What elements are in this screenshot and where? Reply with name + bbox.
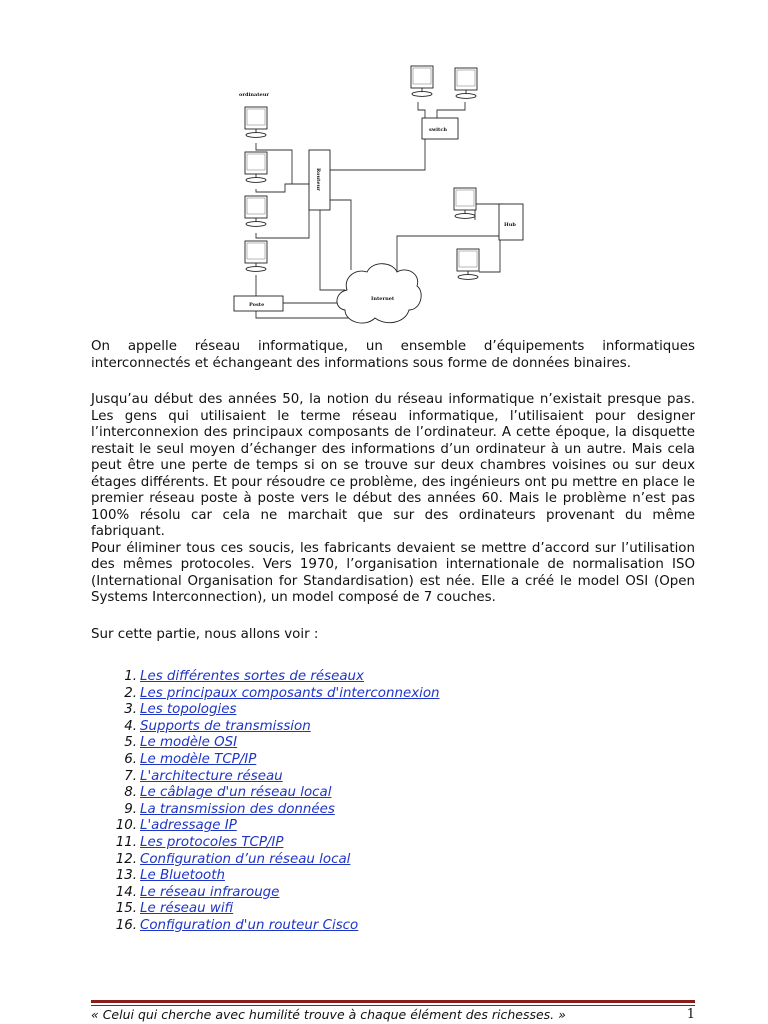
toc-item xyxy=(91,852,695,869)
toc-link[interactable]: Le modèle TCP/IP xyxy=(140,751,257,767)
toc-item xyxy=(91,669,695,686)
toc-item xyxy=(91,686,695,703)
table-of-contents xyxy=(91,669,695,935)
toc-number: 5. xyxy=(124,735,137,751)
toc-link[interactable]: L'adressage IP xyxy=(140,818,237,834)
toc-link[interactable]: Le réseau infrarouge xyxy=(140,884,280,900)
toc-item xyxy=(91,785,695,802)
toc-item xyxy=(91,735,695,752)
pc-icon-3 xyxy=(245,196,267,226)
toc-link[interactable]: Supports de transmission xyxy=(140,718,311,734)
paragraph-definition: On appelle réseau informatique, un ensemble d’équipements informatiques interconnectés et échangeant des informations sous forme de données binaires. xyxy=(91,339,695,371)
toc-item xyxy=(91,702,695,719)
toc-number: 10. xyxy=(115,818,137,834)
pc-icon-1 xyxy=(245,107,267,137)
internet-label: Internet xyxy=(371,296,395,302)
footer-divider-thin xyxy=(91,1005,695,1006)
toc-number: 1. xyxy=(124,669,137,684)
toc-number: 7. xyxy=(124,768,137,784)
toc-number: 3. xyxy=(124,702,137,718)
toc-link[interactable]: Le Bluetooth xyxy=(140,868,225,884)
pc-icon-8 xyxy=(457,249,479,279)
network-diagram xyxy=(225,60,525,335)
pc-icon-5 xyxy=(411,66,433,96)
toc-link[interactable]: Les principaux composants d'interconnexion xyxy=(140,685,440,701)
toc-link[interactable]: L'architecture réseau xyxy=(140,768,283,784)
toc-item xyxy=(91,835,695,852)
toc-number: 8. xyxy=(124,785,137,801)
toc-link[interactable]: Le modèle OSI xyxy=(140,735,238,751)
toc-number: 15. xyxy=(115,901,137,917)
toc-item xyxy=(91,918,695,935)
network-diagram-svg xyxy=(225,60,525,335)
toc-number: 13. xyxy=(115,868,137,884)
internet-cloud-icon xyxy=(337,264,421,323)
toc-item xyxy=(91,769,695,786)
document-body xyxy=(91,339,695,935)
toc-link[interactable]: Les topologies xyxy=(140,702,237,718)
pc-icon-2 xyxy=(245,152,267,182)
toc-link[interactable]: Les différentes sortes de réseaux xyxy=(140,669,364,684)
toc-number: 16. xyxy=(115,917,137,933)
toc-link[interactable]: La transmission des données xyxy=(140,801,335,817)
toc-link[interactable]: Les protocoles TCP/IP xyxy=(140,834,284,850)
toc-item xyxy=(91,868,695,885)
toc-item xyxy=(91,901,695,918)
toc-number: 14. xyxy=(115,884,137,900)
hub-label: Hub xyxy=(504,222,516,228)
paragraph-history: Jusqu’au début des années 50, la notion du réseau informatique n’existait presque pas. Les gens qui utilisaient le terme réseau informatique, l’utilisaient pour designer l’interconnexion des principaux composants de l’ordinateur. A cette époque, la disquette restait le seul moyen d’échanger des informations d’un ordinateur à un autre. Mais cela peut être une perte de temps si on se trouve sur deux chambres voisines ou sur deux étages différents. Et pour résoudre ce problème, des ingénieurs ont pu mettre en place le premier réseau poste à poste vers le début des années 60. Mais le problème n’est pas 100% résolu car cela ne marchait que sur des ordinateurs provenant du même fabriquant. xyxy=(91,392,695,539)
pc-icon-6 xyxy=(455,68,477,98)
toc-number: 6. xyxy=(124,751,137,767)
pc-icon-7 xyxy=(454,188,476,218)
toc-number: 2. xyxy=(124,685,137,701)
toc-number: 11. xyxy=(115,834,137,850)
toc-link[interactable]: Configuration d’un réseau local xyxy=(140,851,351,867)
page-number: 1 xyxy=(686,1007,695,1022)
toc-item xyxy=(91,719,695,736)
ordinateur-label: ordinateur xyxy=(239,92,269,98)
pc-icon-4 xyxy=(245,241,267,271)
toc-item xyxy=(91,752,695,769)
router-label: Routeur xyxy=(315,168,321,191)
paragraph-iso: Pour éliminer tous ces soucis, les fabricants devaient se mettre d’accord sur l’utilisation des mêmes protocoles. Vers 1970, l’organisation internationale de normalisation ISO (International Organisation for Standardisation) est née. Elle a créé le model OSI (Open Systems Interconnection), un model composé de 7 couches. xyxy=(91,540,695,605)
switch-label: switch xyxy=(429,127,448,133)
toc-number: 4. xyxy=(124,718,137,734)
toc-item xyxy=(91,885,695,902)
toc-item xyxy=(91,802,695,819)
toc-number: 12. xyxy=(115,851,137,867)
toc-link[interactable]: Le réseau wifi xyxy=(140,901,234,917)
footer-divider-thick xyxy=(91,1000,695,1003)
toc-number: 9. xyxy=(124,801,137,817)
poste-label: Poste xyxy=(249,302,265,308)
footer-quote: « Celui qui cherche avec humilité trouve à chaque élément des richesses. » xyxy=(91,1007,566,1022)
toc-item xyxy=(91,818,695,835)
toc-link[interactable]: Configuration d'un routeur Cisco xyxy=(140,917,359,933)
paragraph-intro: Sur cette partie, nous allons voir : xyxy=(91,626,319,642)
toc-link[interactable]: Le câblage d'un réseau local xyxy=(140,785,332,801)
